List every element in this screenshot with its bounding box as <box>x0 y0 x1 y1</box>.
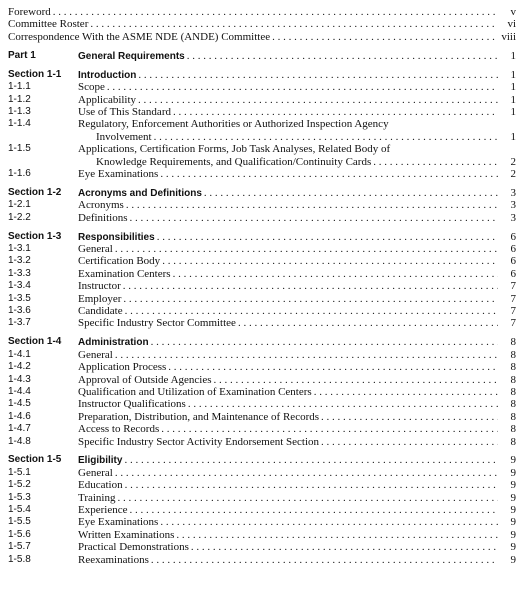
dot-leader <box>151 554 498 566</box>
toc-entry-page: 1 <box>510 105 516 118</box>
dot-leader <box>123 293 498 305</box>
toc-entry-page: 2 <box>510 167 516 180</box>
dot-leader <box>272 31 498 43</box>
dot-leader <box>154 131 498 143</box>
section-gap <box>8 224 516 231</box>
dot-leader <box>160 516 498 528</box>
toc-entry-leader <box>78 454 516 466</box>
toc-entry-row[interactable] <box>8 6 516 18</box>
toc-entry-page: 9 <box>510 479 516 492</box>
toc-entry-row[interactable] <box>8 94 516 106</box>
toc-entry-number: 1-5.3 <box>8 491 31 503</box>
dot-leader <box>238 317 498 329</box>
toc-entry-page: v <box>510 6 516 18</box>
toc-entry-leader <box>78 492 516 504</box>
toc-entry-number: 1-3.4 <box>8 280 31 292</box>
toc-entry-page: 9 <box>510 491 516 504</box>
toc-entry-title: Reexaminations <box>78 553 149 566</box>
toc-entry-row[interactable] <box>8 199 516 211</box>
toc-entry-leader <box>78 411 516 423</box>
toc-entry-row[interactable] <box>8 268 516 280</box>
dot-leader <box>157 231 498 243</box>
toc-entry-number: Section 1-3 <box>8 230 62 242</box>
toc-entry-number: 1-5.6 <box>8 528 31 540</box>
toc-entry-page: 6 <box>510 255 516 268</box>
toc-entry-title: Acronyms and Definitions <box>78 187 202 199</box>
toc-entry-page: 8 <box>510 373 516 386</box>
toc-entry-number: 1-1.1 <box>8 81 31 93</box>
toc-entry-leader <box>78 293 516 305</box>
toc-entry-page: 3 <box>510 211 516 224</box>
toc-heading-row[interactable] <box>8 187 516 199</box>
toc-entry-leader <box>78 541 516 553</box>
toc-entry-leader <box>96 131 516 143</box>
toc-entry-page: 1 <box>510 81 516 94</box>
toc-entry-leader <box>78 94 516 106</box>
toc-entry-number: 1-4.2 <box>8 361 31 373</box>
toc-entry-number: 1-5.1 <box>8 466 31 478</box>
toc-entry-row[interactable] <box>8 516 516 528</box>
toc-entry-row[interactable] <box>8 554 516 566</box>
toc-entry-leader <box>8 18 516 30</box>
toc-entry-number: Section 1-5 <box>8 454 62 466</box>
toc-entry-page: 6 <box>510 243 516 256</box>
toc-entry-title: Written Examinations <box>78 528 175 541</box>
toc-heading-row[interactable] <box>8 336 516 348</box>
toc-entry-leader <box>78 212 516 224</box>
toc-entry-row[interactable] <box>8 436 516 448</box>
toc-entry-page: vi <box>507 18 516 31</box>
toc-entry-title: Knowledge Requirements, and Qualification/Continuity Cards <box>96 155 372 168</box>
toc-entry-number: 1-4.1 <box>8 348 31 360</box>
section-gap <box>8 180 516 187</box>
toc-entry-title: Approval of Outside Agencies <box>78 373 212 386</box>
toc-entry-number: 1-4.3 <box>8 373 31 385</box>
toc-entry-title: Examination Centers <box>78 267 171 280</box>
toc-entry-row[interactable] <box>8 541 516 553</box>
dot-leader <box>214 374 499 386</box>
toc-entry-number: 1-5.8 <box>8 553 31 565</box>
toc-entry-page: 9 <box>510 541 516 554</box>
toc-heading-row[interactable] <box>8 50 516 62</box>
toc-entry-title: Employer <box>78 292 122 305</box>
toc-entry-page: 1 <box>510 49 516 62</box>
toc-entry-number: 1-2.2 <box>8 211 31 223</box>
toc-entry-number: 1-5.2 <box>8 479 31 491</box>
toc-entry-row[interactable] <box>8 529 516 541</box>
toc-entry-row[interactable] <box>8 467 516 479</box>
dot-leader <box>125 479 498 491</box>
toc-entry-page: 1 <box>510 130 516 143</box>
toc-entry-number: 1-3.5 <box>8 292 31 304</box>
toc-entry-leader <box>78 243 516 255</box>
toc-entry-page: 9 <box>510 553 516 566</box>
dot-leader <box>90 18 498 30</box>
toc-entry-leader <box>8 6 516 18</box>
toc-entry-leader <box>78 168 516 180</box>
dot-leader <box>314 386 498 398</box>
dot-leader <box>115 467 498 479</box>
dot-leader <box>373 156 498 168</box>
toc-entry-page: 2 <box>510 155 516 168</box>
toc-entry-row[interactable] <box>8 411 516 423</box>
toc-entry-page: 7 <box>510 280 516 293</box>
dot-leader <box>173 106 498 118</box>
toc-entry-number: 1-3.1 <box>8 243 31 255</box>
toc-entry-title: Committee Roster <box>8 18 89 31</box>
toc-entry-page: 7 <box>510 305 516 317</box>
dot-leader <box>168 361 498 373</box>
toc-entry-number: 1-4.4 <box>8 385 31 397</box>
toc-entry-title: Application Process <box>78 361 167 374</box>
toc-heading-row[interactable] <box>8 69 516 81</box>
toc-entry-page: 9 <box>510 504 516 517</box>
toc-entry-number: Section 1-2 <box>8 186 62 198</box>
toc-entry-page: 3 <box>510 186 516 199</box>
toc-entry-row[interactable] <box>8 305 516 317</box>
toc-entry-title: General Requirements <box>78 50 185 62</box>
toc-entry-page: 1 <box>510 93 516 106</box>
toc-entry-title: Experience <box>78 504 128 517</box>
toc-entry-number: 1-3.6 <box>8 305 31 316</box>
toc-entry-page: 9 <box>510 516 516 529</box>
dot-leader <box>204 187 498 199</box>
toc-entry-title: General <box>78 243 113 256</box>
toc-entry-number: 1-4.7 <box>8 423 31 435</box>
toc-entry-leader <box>78 423 516 435</box>
toc-entry-title: Qualification and Utilization of Examination Centers <box>78 385 312 398</box>
dot-leader <box>191 541 498 553</box>
toc-heading-row[interactable] <box>8 231 516 243</box>
toc-entry-row[interactable] <box>8 386 516 398</box>
toc-entry-page: 6 <box>510 267 516 280</box>
dot-leader <box>125 305 498 317</box>
dot-leader <box>188 398 498 410</box>
toc-entry-title: Eye Examinations <box>78 167 159 180</box>
dot-leader <box>126 199 498 211</box>
dot-leader <box>53 6 498 18</box>
dot-leader <box>176 529 498 541</box>
toc-entry-row[interactable] <box>8 423 516 435</box>
toc-entry-leader <box>78 516 516 528</box>
toc-entry-page: 8 <box>510 423 516 436</box>
toc-entry-title: Involvement <box>96 130 152 143</box>
dot-leader <box>162 255 498 267</box>
toc-entry-title: Access to Records <box>78 423 160 436</box>
toc-entry-page: 9 <box>510 454 516 467</box>
toc-entry-leader <box>8 31 516 43</box>
toc-entry-title: Training <box>78 491 116 504</box>
toc-entry-title: Responsibilities <box>78 231 155 243</box>
toc-entry-title: Definitions <box>78 211 128 224</box>
toc-entry-leader <box>78 504 516 516</box>
toc-entry-number: 1-4.8 <box>8 435 31 447</box>
toc-entry-number: Section 1-1 <box>8 68 62 80</box>
toc-entry-title: General <box>78 466 113 479</box>
toc-entry-leader <box>78 317 516 329</box>
toc-entry-leader <box>78 106 516 118</box>
toc-entry-leader <box>78 187 516 199</box>
toc-entry-row[interactable] <box>8 361 516 373</box>
dot-leader <box>123 280 498 292</box>
dot-leader <box>187 50 498 62</box>
toc-entry-title: Specific Industry Sector Activity Endorsement Section <box>78 435 320 448</box>
toc-entry-title: Eligibility <box>78 455 123 467</box>
toc-entry-row[interactable] <box>8 293 516 305</box>
toc-entry-title: Specific Industry Sector Committee <box>78 317 236 330</box>
dot-leader <box>130 212 499 224</box>
toc-entry-number: 1-1.5 <box>8 143 31 155</box>
toc-entry-number: 1-5.7 <box>8 541 31 553</box>
toc-entry-leader <box>78 255 516 267</box>
toc-entry-row[interactable] <box>8 118 516 143</box>
toc-entry-leader <box>78 81 516 93</box>
toc-entry-title: Education <box>78 479 123 492</box>
toc-entry-leader <box>78 336 516 348</box>
toc-entry-row[interactable] <box>8 280 516 292</box>
toc-entry-page: 1 <box>510 68 516 81</box>
toc-entry-number: 1-4.6 <box>8 410 31 422</box>
toc-entry-number: 1-1.2 <box>8 93 31 105</box>
toc-entry-title: Administration <box>78 337 149 349</box>
toc-entry-row[interactable] <box>8 374 516 386</box>
toc-entry-page: 7 <box>510 317 516 330</box>
toc-entry-number: 1-5.5 <box>8 516 31 528</box>
toc-entry-page: viii <box>501 30 516 43</box>
toc-entry-leader <box>78 199 516 211</box>
toc-entry-number: 1-3.7 <box>8 317 31 329</box>
toc-entry-title: Instructor Qualifications <box>78 398 186 411</box>
toc-entry-title: Candidate <box>78 305 123 317</box>
toc-entry-title: Acronyms <box>78 199 124 212</box>
dot-leader <box>124 454 498 466</box>
dot-leader <box>115 243 498 255</box>
dot-leader <box>160 168 498 180</box>
toc-entry-page: 3 <box>510 199 516 212</box>
toc-entry-leader <box>78 305 516 317</box>
toc-entry-leader <box>78 268 516 280</box>
toc-entry-number: 1-4.5 <box>8 398 31 410</box>
toc-entry-leader <box>78 479 516 491</box>
toc-entry-leader <box>78 398 516 410</box>
toc-entry-page: 9 <box>510 466 516 479</box>
toc-entry-page: 8 <box>510 435 516 448</box>
toc-entry-row[interactable] <box>8 492 516 504</box>
toc-entry-row[interactable] <box>8 398 516 410</box>
table-of-contents <box>8 6 516 566</box>
toc-entry-row[interactable] <box>8 81 516 93</box>
dot-leader <box>151 336 498 348</box>
toc-entry-title: Practical Demonstrations <box>78 541 189 554</box>
toc-entry-leader <box>78 50 516 62</box>
toc-entry-row[interactable] <box>8 143 516 168</box>
toc-entry-leader <box>96 156 516 168</box>
toc-entry-leader <box>78 231 516 243</box>
toc-entry-number: 1-1.4 <box>8 118 31 130</box>
toc-entry-row[interactable] <box>8 479 516 491</box>
toc-entry-page: 8 <box>510 348 516 361</box>
toc-entry-title-line: Regulatory, Enforcement Authorities or Authorized Inspection Agency <box>78 118 389 131</box>
toc-entry-row[interactable] <box>8 18 516 30</box>
toc-entry-number: 1-1.3 <box>8 105 31 117</box>
toc-entry-leader <box>78 436 516 448</box>
dot-leader <box>173 268 498 280</box>
toc-entry-leader <box>78 554 516 566</box>
toc-entry-page: 6 <box>510 230 516 243</box>
toc-entry-page: 8 <box>510 385 516 398</box>
toc-entry-number: 1-3.2 <box>8 255 31 267</box>
toc-entry-number: Section 1-4 <box>8 336 62 348</box>
section-gap <box>8 43 516 50</box>
toc-entry-page: 8 <box>510 398 516 411</box>
toc-entry-title: Applicability <box>78 93 137 106</box>
toc-entry-page: 8 <box>510 410 516 423</box>
toc-entry-page: 8 <box>510 361 516 374</box>
dot-leader <box>129 504 498 516</box>
toc-entry-row[interactable] <box>8 255 516 267</box>
toc-entry-page: 9 <box>510 528 516 541</box>
toc-entry-leader <box>78 374 516 386</box>
toc-entry-row[interactable] <box>8 317 516 329</box>
toc-entry-leader <box>78 386 516 398</box>
toc-entry-leader <box>78 349 516 361</box>
section-gap <box>8 330 516 337</box>
toc-entry-row[interactable] <box>8 349 516 361</box>
toc-entry-number: 1-1.6 <box>8 167 31 179</box>
toc-entry-page: 8 <box>510 336 516 349</box>
toc-entry-title: Correspondence With the ASME NDE (ANDE) Committee <box>8 30 271 43</box>
toc-entry-number: 1-2.1 <box>8 199 31 211</box>
toc-entry-leader <box>78 69 516 81</box>
toc-entry-title: Foreword <box>8 6 51 18</box>
toc-entry-page: 7 <box>510 292 516 305</box>
toc-entry-title: Scope <box>78 81 105 94</box>
toc-entry-title-line: Applications, Certification Forms, Job Task Analyses, Related Body of <box>78 143 391 156</box>
toc-entry-number: Part 1 <box>8 49 36 61</box>
toc-entry-number: 1-3.3 <box>8 267 31 279</box>
dot-leader <box>161 423 498 435</box>
toc-heading-row[interactable] <box>8 454 516 466</box>
toc-entry-leader <box>78 529 516 541</box>
toc-entry-title: General <box>78 348 113 361</box>
toc-entry-number: 1-5.4 <box>8 504 31 516</box>
dot-leader <box>138 69 498 81</box>
toc-entry-row[interactable] <box>8 504 516 516</box>
dot-leader <box>138 94 498 106</box>
toc-entry-leader <box>78 361 516 373</box>
toc-entry-leader <box>78 467 516 479</box>
toc-entry-leader <box>78 280 516 292</box>
toc-entry-title: Use of This Standard <box>78 105 171 118</box>
section-gap <box>8 448 516 455</box>
dot-leader <box>321 411 498 423</box>
toc-entry-title: Certification Body <box>78 255 161 268</box>
dot-leader <box>115 349 498 361</box>
toc-entry-row[interactable] <box>8 106 516 118</box>
toc-entry-title: Introduction <box>78 69 137 81</box>
toc-entry-title: Preparation, Distribution, and Maintenance of Records <box>78 410 320 423</box>
dot-leader <box>118 492 499 504</box>
dot-leader <box>107 81 498 93</box>
toc-entry-row[interactable] <box>8 31 516 43</box>
toc-entry-row[interactable] <box>8 212 516 224</box>
toc-entry-title: Eye Examinations <box>78 516 159 529</box>
toc-entry-title: Instructor <box>78 280 121 293</box>
dot-leader <box>321 436 498 448</box>
toc-entry-row[interactable] <box>8 243 516 255</box>
toc-entry-row[interactable] <box>8 168 516 180</box>
